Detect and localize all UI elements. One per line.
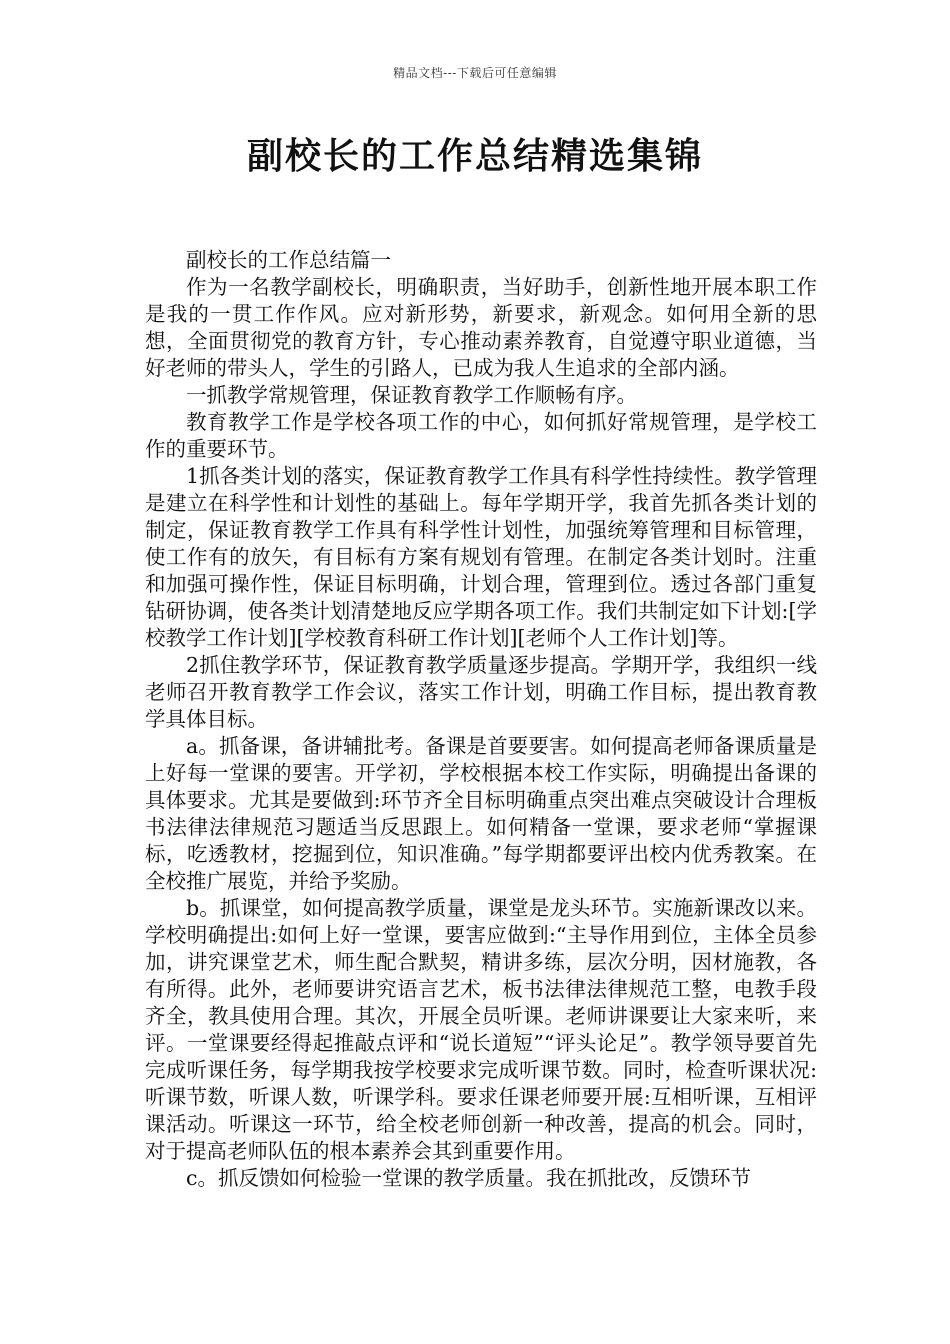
- header-note: 精品文档---下载后可任意编辑: [393, 66, 557, 80]
- document-title: 副校长的工作总结精选集锦: [246, 136, 703, 177]
- section-heading: 副校长的工作总结篇一: [186, 248, 391, 272]
- paragraph: 一抓教学常规管理，保证教育教学工作顺畅有序。: [186, 383, 637, 407]
- paragraph: c。抓反馈如何检验一堂课的教学质量。我在抓批改，反馈环节: [186, 1166, 751, 1190]
- paragraph: b。抓课堂，如何提高教学质量，课堂是龙头环节。实施新课改以来。学校明确提出:如何上好一堂课，要害应做到:“主导作用到位，主体全员参加，讲究课堂艺术，师生配合默契，精讲多练，层次分明，因材施教，各有所得。此外，老师要讲究语言艺术，板书法律法律规范工整，电教手段齐全，教具使用合理。其次，开展全员听课。老师讲课要让大家来听，来评。一堂课要经得起推敲点评和“说长道短”“评头论足”。教学领导要首先完成听课任务，每学期我按学校要求完成听课节数。同时，检查听课状况:听课节数，听课人数，听课学科。要求任课老师要开展:互相听课，互相评课活动。听课这一环节，给全校老师创新一种改善，提高的机会。同时，对于提高老师队伍的根本素养会其到重要作用。: [145, 896, 817, 1163]
- document-body: [145, 247, 817, 1192]
- paragraph: a。抓备课，备讲辅批考。备课是首要要害。如何提高老师备课质量是上好每一堂课的要害。开学初，学校根据本校工作实际，明确提出备课的具体要求。尤其是要做到:环节齐全目标明确重点突出难点突破设计合理板书法律法律规范习题适当反思跟上。如何精备一堂课，要求老师“掌握课标，吃透教材，挖掘到位，知识准确。”每学期都要评出校内优秀教案。在全校推广展览，并给予奖励。: [145, 734, 817, 893]
- paragraph: 教育教学工作是学校各项工作的中心，如何抓好常规管理，是学校工作的重要环节。: [145, 410, 817, 461]
- paragraph: 1抓各类计划的落实，保证教育教学工作具有科学性持续性。教学管理是建立在科学性和计划性的基础上。每年学期开学，我首先抓各类计划的制定，保证教育教学工作具有科学性计划性，加强统筹管理和目标管理，使工作有的放矢，有目标有方案有规划有管理。在制定各类计划时。注重和加强可操作性，保证目标明确，计划合理，管理到位。透过各部门重复钻研协调，使各类计划清楚地反应学期各项工作。我们共制定如下计划:[学校教学工作计划][学校教育科研工作计划][老师个人工作计划]等。: [145, 464, 817, 650]
- paragraph: 2抓住教学环节，保证教育教学质量逐步提高。学期开学，我组织一线老师召开教育教学工作会议，落实工作计划，明确工作目标，提出教育教学具体目标。: [145, 653, 817, 731]
- paragraph: 作为一名教学副校长，明确职责，当好助手，创新性地开展本职工作是我的一贯工作作风。应对新形势，新要求，新观念。如何用全新的思想，全面贯彻党的教育方针，专心推动素养教育，自觉遵守职业道德，当好老师的带头人，学生的引路人，已成为我人生追求的全部内涵。: [145, 275, 817, 380]
